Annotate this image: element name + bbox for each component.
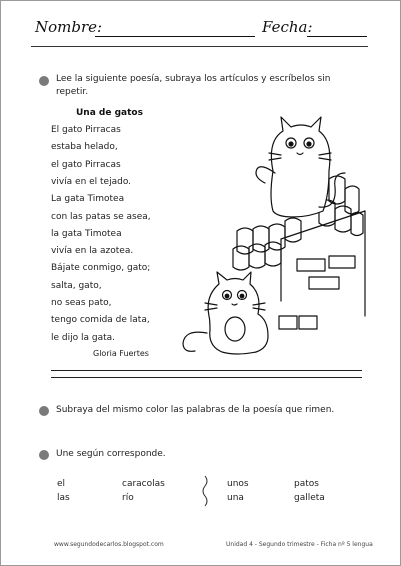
match-word[interactable]: el: [57, 479, 66, 489]
name-label: Nombre:: [35, 18, 103, 36]
wavy-divider-icon: [200, 475, 210, 507]
footer-unit: Unidad 4 - Segundo trimestre - Ficha nº 5 lengua: [226, 541, 373, 548]
poem-author: Gloria Fuertes: [93, 349, 149, 358]
instruction-3: Une según corresponde.: [56, 449, 166, 459]
poem-line: el gato Pirracas: [51, 159, 121, 170]
poem-line: vivía en la azotea.: [51, 246, 134, 257]
poem-line: la gata Timotea: [51, 228, 122, 239]
poem-line: no seas pato,: [51, 298, 112, 308]
poem-line: con las patas se asea,: [51, 211, 151, 222]
poem-line: La gata Timotea: [51, 194, 125, 205]
instruction-2: Subraya del mismo color las palabras de la poesía que rimen.: [56, 405, 335, 415]
poem-line: salta, gato,: [51, 280, 102, 291]
date-label: Fecha:: [262, 18, 313, 36]
match-word[interactable]: río: [122, 493, 134, 503]
match-word[interactable]: unos: [227, 479, 249, 489]
footer-website[interactable]: www.segundodecarlos.blogspot.com: [54, 541, 164, 548]
poem-line: vivía en el tejado.: [51, 176, 132, 187]
name-field-line[interactable]: [95, 36, 255, 37]
answer-line-1[interactable]: [51, 370, 362, 371]
poem-line: El gato Pirracas: [51, 125, 121, 135]
poem-line: le dijo la gata.: [51, 332, 115, 343]
match-word[interactable]: patos: [294, 479, 319, 489]
match-word[interactable]: una: [227, 493, 244, 503]
instruction-1: Lee la siguiente poesía, subraya los artículos y escríbelos sin repetir.: [56, 74, 331, 97]
poem-line: estaba helado,: [51, 142, 118, 153]
poem-title: Una de gatos: [76, 108, 143, 118]
match-word[interactable]: caracolas: [122, 479, 165, 489]
poem-line: tengo comida de lata,: [51, 315, 150, 326]
poem-line: Bájate conmigo, gato;: [51, 263, 151, 274]
answer-line-2[interactable]: [51, 377, 362, 378]
match-word[interactable]: galleta: [294, 493, 325, 503]
date-field-line[interactable]: [307, 36, 367, 37]
match-word[interactable]: las: [57, 493, 70, 503]
bullet-icon: [39, 450, 49, 460]
cats-illustration: [169, 111, 369, 361]
header-divider: [31, 46, 368, 47]
bullet-icon: [39, 406, 49, 416]
bullet-icon: [39, 76, 49, 86]
